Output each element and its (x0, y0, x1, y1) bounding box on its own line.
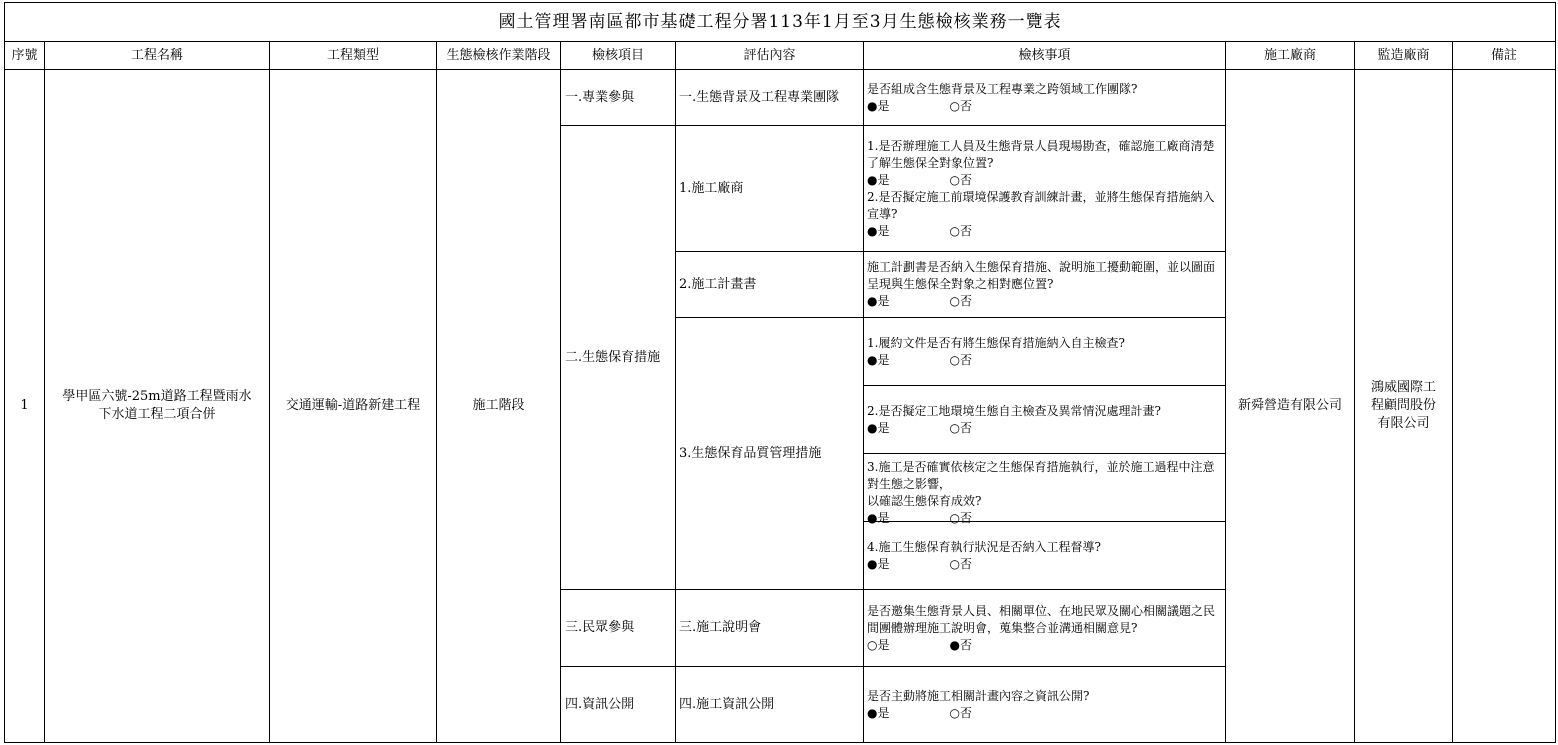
category-professional: 一.專業參與 (561, 70, 676, 126)
check-item (864, 667, 1226, 743)
check-item (864, 386, 1226, 454)
check-question: 施工計劃書是否納入生態保育措施、說明施工擾動範圍，並以圖面呈現與生態保全對象之相對應位置? (867, 260, 1216, 291)
header-type: 工程類型 (270, 42, 437, 70)
check-question: 2.是否擬定施工前環境保護教育訓練計畫，並將生態保育措施納入宣導? (867, 189, 1215, 221)
check-question: 2.是否擬定工地環境生態自主檢查及異常情況處理計畫? (867, 403, 1161, 418)
check-answer: ●是 ○否 (867, 294, 972, 308)
header-name: 工程名稱 (45, 42, 270, 70)
check-question: 是否邀集生態背景人員、相關單位、在地民眾及關心相關議題之民間團體辦理施工說明會，蒐集整合並溝通相關意見? (867, 603, 1216, 635)
project-no: 1 (5, 70, 45, 743)
ecology-check-table (4, 2, 1556, 743)
check-answer: ●是 ○否 (867, 172, 972, 187)
check-item (864, 590, 1226, 667)
project-remark (1453, 70, 1556, 743)
eval-plan: 2.施工計畫書 (676, 252, 864, 318)
check-question: 1.履約文件是否有將生態保育措施納入自主檢查? (867, 335, 1125, 350)
check-question: 4.施工生態保育執行狀況是否納入工程督導? (867, 539, 1101, 554)
check-question: 是否主動將施工相關計畫內容之資訊公開? (867, 688, 1090, 703)
project-name: 學甲區六號-25m道路工程暨雨水下水道工程二項合併 (45, 70, 270, 743)
project-contractor: 新舜營造有限公司 (1226, 70, 1355, 743)
check-item (864, 522, 1226, 590)
header-eval: 評估內容 (676, 42, 864, 70)
check-item (864, 70, 1226, 126)
check-item (864, 318, 1226, 386)
check-question: 是否組成含生態背景及工程專業之跨領域工作團隊? (867, 81, 1138, 96)
check-answer: ●是 ○否 (867, 352, 972, 367)
check-answer: ●是 ○否 (867, 510, 972, 525)
header-contractor: 施工廠商 (1226, 42, 1355, 70)
eval-disclosure: 四.施工資訊公開 (676, 667, 864, 743)
header-supervisor: 監造廠商 (1355, 42, 1453, 70)
project-type: 交通運輸-道路新建工程 (270, 70, 437, 743)
check-question: 1.是否辦理施工人員及生態背景人員現場勘查，確認施工廠商清楚了解生態保全對象位置? (867, 138, 1215, 170)
eval-team: 一.生態背景及工程專業團隊 (676, 70, 864, 126)
header-no: 序號 (5, 42, 45, 70)
check-item (864, 454, 1226, 525)
check-question: 以確認生態保育成效? (867, 493, 982, 508)
check-answer: ●是 ○否 (867, 556, 972, 571)
category-disclosure: 四.資訊公開 (561, 667, 676, 743)
check-answer: ●是 ○否 (867, 223, 972, 238)
eval-briefing: 三.施工說明會 (676, 590, 864, 667)
project-supervisor: 鴻威國際工程顧問股份有限公司 (1355, 70, 1453, 743)
category-public: 三.民眾參與 (561, 590, 676, 667)
header-stage: 生態檢核作業階段 (437, 42, 561, 70)
check-answer: ●是 ○否 (867, 420, 972, 435)
check-answer: ●是 ○否 (867, 98, 972, 113)
header-category: 檢核項目 (561, 42, 676, 70)
eval-quality: 3.生態保育品質管理措施 (676, 318, 864, 590)
header-remark: 備註 (1453, 42, 1556, 70)
check-question: 3.施工是否確實依核定之生態保育措施執行，並於施工過程中注意對生態之影響， (867, 459, 1215, 491)
eval-contractor: 1.施工廠商 (676, 126, 864, 252)
check-answer: ○是 ●否 (867, 637, 972, 652)
check-item (864, 126, 1226, 252)
category-ecology: 二.生態保育措施 (561, 126, 676, 590)
check-answer: ●是 ○否 (867, 705, 972, 720)
project-stage: 施工階段 (437, 70, 561, 743)
table-title: 國土管理署南區都市基礎工程分署113年1月至3月生態檢核業務一覽表 (5, 3, 1556, 42)
check-item (864, 252, 1226, 318)
header-check: 檢核事項 (864, 42, 1226, 70)
